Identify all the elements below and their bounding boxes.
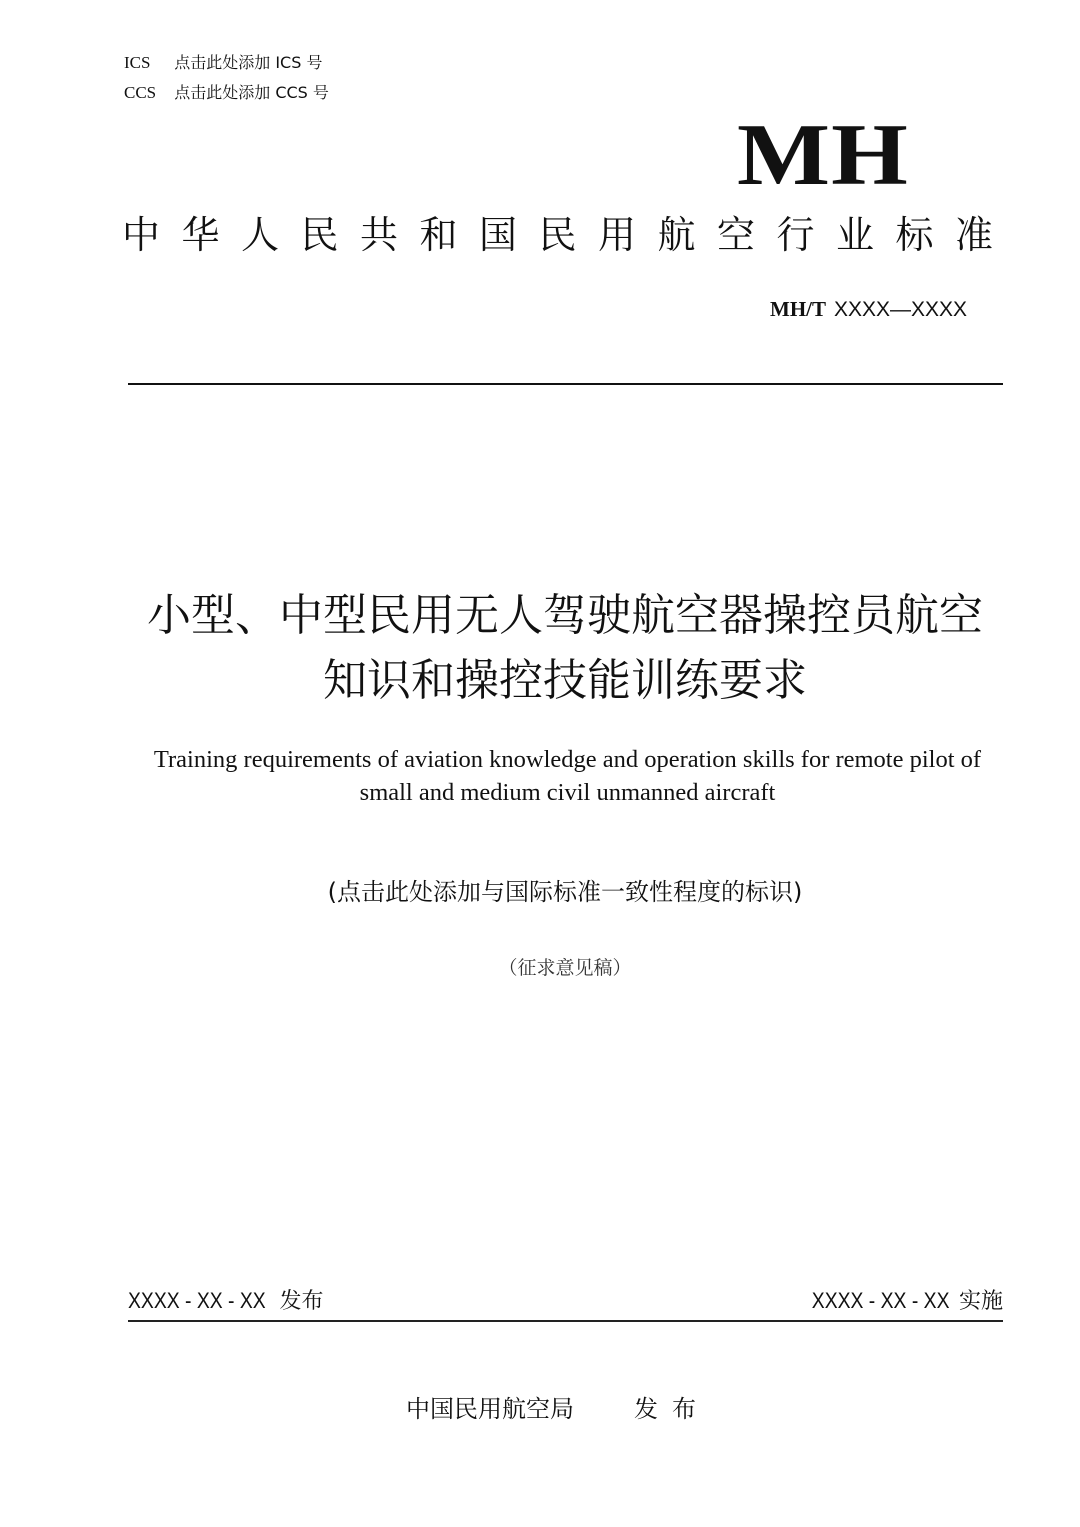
ics-row	[124, 53, 322, 73]
standard-prefix: MH/T	[770, 297, 826, 321]
consistency-note[interactable]: (点击此处添加与国际标准一致性程度的标识)	[327, 878, 803, 906]
mh-logo: MH	[737, 107, 909, 204]
ccs-label: CCS	[124, 83, 157, 102]
standard-number-value: XXXX—XXXX	[834, 298, 968, 321]
effective-date	[805, 1287, 1003, 1316]
industry-title: 中华人民共和国民用航空行业标准	[122, 213, 1015, 257]
ics-label: ICS	[124, 53, 151, 72]
ccs-row	[124, 83, 329, 103]
main-title-line2: 知识和操控技能训练要求	[323, 655, 807, 706]
issuer-name: 中国民用航空局	[406, 1395, 574, 1423]
english-title-line1: Training requirements of aviation knowledge and operation skills for remote pilot of	[153, 746, 982, 773]
publish-date-value: XXXX - XX - XX	[128, 1288, 266, 1313]
main-title-line1: 小型、中型民用无人驾驶航空器操控员航空	[147, 590, 983, 641]
ics-placeholder[interactable]: 点击此处添加 ICS 号	[174, 53, 323, 72]
top-divider	[128, 383, 1003, 385]
draft-status: （征求意见稿）	[498, 957, 632, 979]
publish-label: 发布	[279, 1289, 324, 1314]
effective-date-value: XXXX - XX - XX	[812, 1288, 950, 1313]
standard-number	[770, 296, 967, 323]
publish-date	[128, 1287, 324, 1316]
bottom-divider	[128, 1320, 1003, 1322]
effective-label: 实施	[958, 1289, 1003, 1314]
ccs-placeholder[interactable]: 点击此处添加 CCS 号	[174, 83, 329, 102]
issue-word: 发布	[634, 1395, 710, 1423]
english-title-line2: small and medium civil unmanned aircraft	[359, 779, 776, 806]
